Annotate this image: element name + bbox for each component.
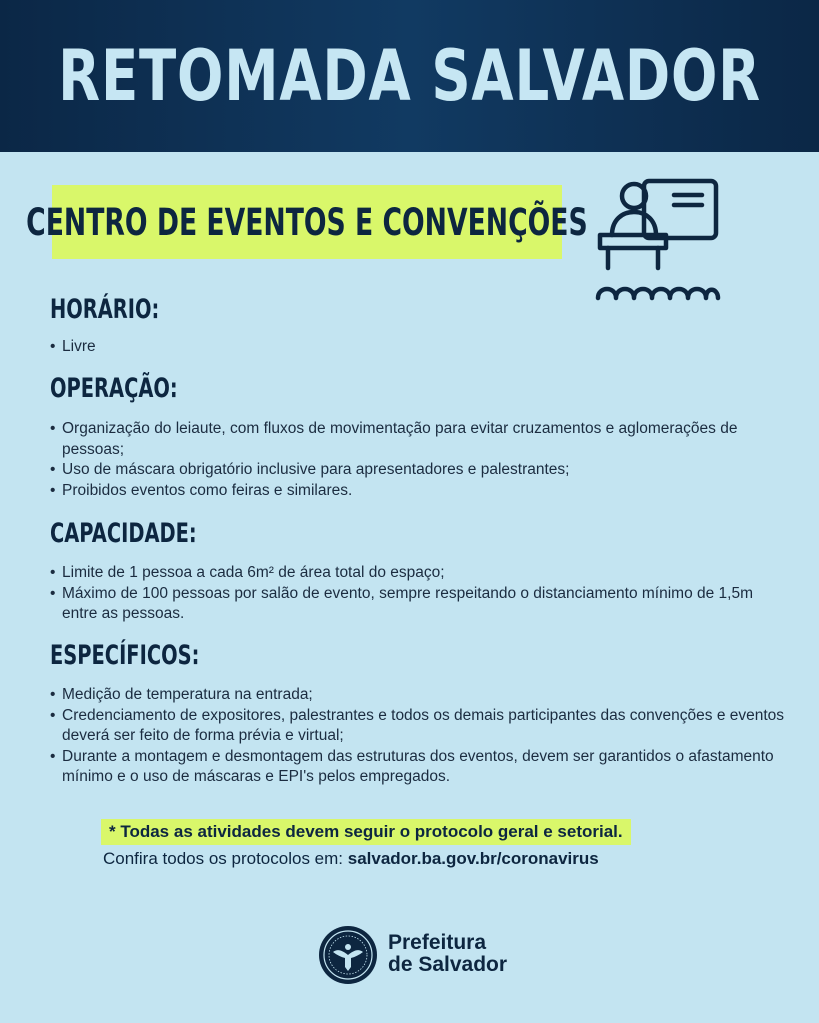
protocol-link[interactable]: salvador.ba.gov.br/coronavirus [347, 849, 599, 868]
header-banner [0, 0, 819, 152]
prefeitura-logo-text [388, 932, 507, 976]
page-title: RETOMADA SALVADOR [58, 35, 761, 117]
list-item: • Uso de máscara obrigatório inclusive para apresentadores e palestrantes; [48, 460, 788, 481]
section-title-operacao: OPERAÇÃO: [50, 373, 178, 404]
list-item: • Livre [48, 337, 788, 358]
subtitle: CENTRO DE EVENTOS E CONVENÇÕES [26, 200, 588, 244]
list-item: • Durante a montagem e desmontagem das estruturas dos eventos, devem ser garantidos o afastamento mínimo e o uso de máscaras e EPI's pelos empregados. [48, 747, 788, 788]
list-operacao [48, 419, 788, 501]
protocol-link-prefix: Confira todos os protocolos em: [103, 849, 348, 868]
list-capacidade [48, 563, 788, 625]
section-title-capacidade: CAPACIDADE: [50, 518, 197, 549]
protocol-note: * Todas as atividades devem seguir o protocolo geral e setorial. [101, 819, 631, 845]
list-item: • Máximo de 100 pessoas por salão de evento, sempre respeitando o distanciamento mínimo de 1,5m entre as pessoas. [48, 584, 788, 625]
list-item: • Organização do leiaute, com fluxos de movimentação para evitar cruzamentos e aglomerações de pessoas; [48, 419, 788, 460]
list-especificos [48, 685, 788, 788]
section-title-especificos: ESPECÍFICOS: [50, 640, 200, 671]
protocol-link-line [103, 848, 599, 870]
list-item: • Proibidos eventos como feiras e similares. [48, 481, 788, 502]
logo-line-1: Prefeitura [388, 931, 487, 954]
subtitle-box [26, 185, 588, 259]
list-item: • Limite de 1 pessoa a cada 6m² de área total do espaço; [48, 563, 788, 584]
list-item: • Medição de temperatura na entrada; [48, 685, 788, 706]
list-item: • Credenciamento de expositores, palestrantes e todos os demais participantes das convenções e eventos deverá ser feito de forma prévia e virtual; [48, 706, 788, 747]
logo-line-2: de Salvador [388, 953, 508, 976]
city-seal-icon [318, 925, 378, 985]
presenter-audience-icon [594, 178, 722, 304]
section-title-horario: HORÁRIO: [50, 294, 160, 325]
list-horario [48, 337, 788, 358]
